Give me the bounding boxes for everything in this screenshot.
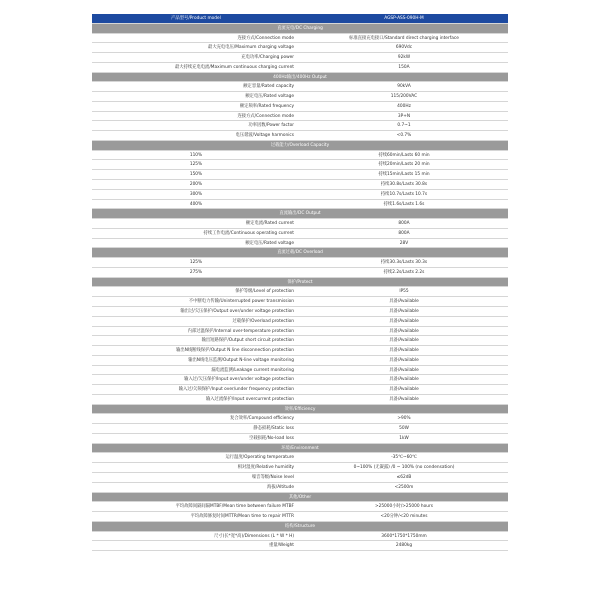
spec-label: 400% bbox=[189, 201, 203, 207]
spec-row bbox=[92, 287, 508, 297]
spec-value: 具备/Available bbox=[389, 357, 419, 363]
spec-label: 保护等级/Level of protection bbox=[235, 289, 294, 295]
spec-row bbox=[92, 180, 508, 190]
spec-label: 150% bbox=[189, 172, 203, 178]
spec-label: 复合效率/Compound efficiency bbox=[230, 416, 294, 422]
spec-row bbox=[92, 317, 508, 327]
spec-value: 0.7~1 bbox=[397, 123, 411, 129]
spec-value: <2500m bbox=[394, 484, 414, 490]
spec-value: 1kW bbox=[399, 435, 409, 441]
spec-row bbox=[92, 424, 508, 434]
spec-row bbox=[92, 200, 508, 210]
spec-label: 输入过/欠压保护/Input over/under voltage protection bbox=[184, 377, 294, 383]
spec-label: 275% bbox=[189, 269, 203, 275]
spec-row bbox=[92, 219, 508, 229]
product-model-label: 产品型号/Product model bbox=[171, 16, 221, 21]
spec-value: <20分钟/<20 minutes bbox=[380, 514, 428, 520]
spec-value: 持续60min/Lasts 60 min bbox=[378, 152, 430, 158]
spec-row bbox=[92, 434, 508, 444]
spec-label: 125% bbox=[189, 162, 203, 168]
spec-value: 具备/Available bbox=[389, 338, 419, 344]
spec-value: 3600*1750*1750mm bbox=[381, 533, 427, 539]
spec-row bbox=[92, 43, 508, 53]
spec-row bbox=[92, 170, 508, 180]
spec-value: 3P+N bbox=[397, 113, 411, 119]
spec-row bbox=[92, 102, 508, 112]
spec-row bbox=[92, 92, 508, 102]
spec-value: 持续30.3s/Lasts 30.3s bbox=[380, 260, 428, 266]
spec-row bbox=[92, 307, 508, 317]
spec-value: 具备/Available bbox=[389, 367, 419, 373]
spec-label: 300% bbox=[189, 191, 203, 197]
spec-label: 尺寸(长*宽*高)/Dimensions (L * W * H) bbox=[213, 533, 294, 539]
section-header bbox=[92, 141, 508, 151]
spec-label: 输入过/欠频保护/Input over/under frequency protection bbox=[178, 387, 294, 393]
spec-value: 持续15min/Lasts 15 min bbox=[378, 172, 430, 178]
spec-row bbox=[92, 160, 508, 170]
spec-label: 重量/Weight bbox=[268, 543, 294, 549]
spec-value: 690Vdc bbox=[395, 45, 413, 51]
spec-label: 内部过温保护/Internal over-temperature protection bbox=[187, 328, 294, 334]
section-title: 直流过载/DC Overload bbox=[277, 250, 323, 256]
spec-value: 28V bbox=[399, 240, 409, 246]
spec-label: 过载保护/Overload protection bbox=[232, 318, 294, 324]
section-header bbox=[92, 248, 508, 258]
spec-row bbox=[92, 239, 508, 249]
spec-label: 运行温度/Operating temperature bbox=[225, 455, 294, 461]
spec-label: 200% bbox=[189, 182, 203, 188]
spec-value: -35℃~60℃ bbox=[391, 455, 417, 461]
spec-label: 输出N线断线保护/Output N line disconnection protection bbox=[176, 348, 294, 354]
spec-value: 0~100% (无凝露) /0 ~ 100% (no condensation) bbox=[353, 465, 455, 471]
spec-label: 海拔/Altitude bbox=[267, 484, 294, 490]
spec-value: 具备/Available bbox=[389, 328, 419, 334]
spec-row bbox=[92, 131, 508, 141]
spec-row bbox=[92, 502, 508, 512]
spec-value: >25000小时/>25000 hours bbox=[374, 504, 434, 510]
spec-label: 最大充电电压/Maximum charging voltage bbox=[208, 45, 294, 51]
spec-value: 115/200VAC bbox=[390, 94, 418, 100]
spec-label: 输入过流保护/Input overcurrent protection bbox=[205, 396, 294, 402]
spec-value: 800A bbox=[398, 230, 410, 236]
section-title: 400Hz输出/400Hz Output bbox=[273, 74, 327, 80]
section-header bbox=[92, 444, 508, 454]
spec-value: 400Hz bbox=[397, 103, 411, 109]
section-header bbox=[92, 209, 508, 219]
spec-value: 持续2.2s/Lasts 2.2s bbox=[383, 269, 425, 275]
section-title: 环境/Environment bbox=[281, 445, 319, 451]
spec-value: IP55 bbox=[399, 289, 409, 295]
spec-label: 持续工作电流/Continuous operating current bbox=[203, 230, 294, 236]
spec-row bbox=[92, 82, 508, 92]
spec-value: 持续30.8s/Lasts 30.8s bbox=[380, 182, 428, 188]
spec-row bbox=[92, 346, 508, 356]
spec-label: 额定电流/Rated current bbox=[245, 221, 294, 227]
spec-row bbox=[92, 366, 508, 376]
spec-label: 额定电压/Rated voltage bbox=[245, 94, 294, 100]
spec-value: 具备/Available bbox=[389, 299, 419, 305]
spec-row bbox=[92, 532, 508, 542]
spec-label: 125% bbox=[189, 260, 203, 266]
spec-label: 电压谐波/Voltage harmonics bbox=[235, 133, 294, 139]
spec-value: 具备/Available bbox=[389, 387, 419, 393]
spec-row bbox=[92, 151, 508, 161]
spec-row bbox=[92, 473, 508, 483]
section-title: 结构/Structure bbox=[284, 523, 316, 529]
spec-label: 输出N线电压监测/Output N-line voltage monitoring bbox=[188, 357, 294, 363]
spec-row bbox=[92, 483, 508, 493]
spec-row bbox=[92, 63, 508, 73]
section-title: 直流充电/DC Charging bbox=[277, 25, 323, 31]
spec-label: 输出短路保护/Output short circuit protection bbox=[201, 338, 294, 344]
spec-label: 不中断电力传输/Uninterrupted power transmission bbox=[188, 299, 294, 305]
spec-label: 平均故障修复时间MTTR/Mean time to repair MTTR bbox=[190, 514, 294, 520]
spec-value: 800A bbox=[398, 221, 410, 227]
spec-value: 具备/Available bbox=[389, 377, 419, 383]
spec-label: 输出过/欠压保护/Output over/under voltage protection bbox=[180, 308, 294, 314]
spec-label: 充电功率/Charging power bbox=[241, 55, 294, 61]
spec-label: 110% bbox=[189, 152, 203, 158]
spec-row bbox=[92, 34, 508, 44]
spec-value: >90% bbox=[397, 416, 411, 422]
spec-value: 具备/Available bbox=[389, 348, 419, 354]
section-header bbox=[92, 493, 508, 503]
section-header bbox=[92, 522, 508, 532]
spec-row bbox=[92, 541, 508, 551]
spec-row bbox=[92, 258, 508, 268]
spec-label: 静态损耗/Static loss bbox=[253, 426, 294, 432]
spec-row bbox=[92, 414, 508, 424]
spec-label: 额定容量/Rated capacity bbox=[243, 84, 294, 90]
spec-table bbox=[92, 14, 508, 551]
spec-row bbox=[92, 297, 508, 307]
spec-row bbox=[92, 53, 508, 63]
spec-value: 标准直接充电接口/Standard direct charging interface bbox=[349, 35, 459, 41]
product-model-value: AGSP-ASS-090H-M bbox=[384, 16, 424, 21]
section-header bbox=[92, 73, 508, 83]
spec-row bbox=[92, 453, 508, 463]
section-title: 效率/Efficiency bbox=[284, 406, 316, 412]
spec-row bbox=[92, 268, 508, 278]
spec-value: 92kW bbox=[397, 55, 411, 61]
spec-label: 噪音等级/Noise level bbox=[251, 474, 294, 480]
spec-value: 90kVA bbox=[397, 84, 411, 90]
spec-value: 持续1.6s/Lasts 1.6s bbox=[383, 201, 425, 207]
spec-row bbox=[92, 356, 508, 366]
spec-value: 持续10.7s/Lasts 10.7s bbox=[380, 191, 428, 197]
section-title: 过载能力/Overload Capacity bbox=[270, 142, 330, 148]
spec-value: ≤62dB bbox=[396, 474, 412, 480]
spec-label: 空载损耗/No-load loss bbox=[249, 435, 294, 441]
spec-value: 持续20min/Lasts 20 min bbox=[378, 162, 430, 168]
spec-value: <0.7% bbox=[396, 133, 412, 139]
section-title: 其他/Other bbox=[288, 494, 312, 500]
section-title: 保护/Protect bbox=[287, 279, 313, 285]
spec-value: 具备/Available bbox=[389, 308, 419, 314]
section-header bbox=[92, 405, 508, 415]
spec-label: 连接方式/Connection mode bbox=[237, 113, 294, 119]
spec-value: 具备/Available bbox=[389, 318, 419, 324]
spec-label: 功率因数/Power factor bbox=[248, 123, 294, 129]
spec-row bbox=[92, 463, 508, 473]
spec-row bbox=[92, 375, 508, 385]
section-header bbox=[92, 24, 508, 34]
spec-row bbox=[92, 336, 508, 346]
spec-row bbox=[92, 121, 508, 131]
spec-label: 平均故障间隔间隔MTBF/Mean time between failure MTBF bbox=[175, 504, 294, 510]
spec-value: 50W bbox=[399, 426, 409, 432]
spec-value: 2480kg bbox=[395, 543, 413, 549]
spec-label: 相对湿度/Relative humidity bbox=[237, 465, 294, 471]
spec-value: 具备/Available bbox=[389, 396, 419, 402]
spec-label: 额定频率/Rated frequency bbox=[239, 103, 294, 109]
section-header bbox=[92, 278, 508, 288]
spec-label: 漏电流监测/Leakage current monitoring bbox=[211, 367, 294, 373]
spec-row bbox=[92, 190, 508, 200]
spec-row bbox=[92, 385, 508, 395]
spec-row bbox=[92, 327, 508, 337]
spec-row bbox=[92, 229, 508, 239]
spec-row bbox=[92, 395, 508, 405]
spec-label: 额定电压/Rated voltage bbox=[245, 240, 294, 246]
spec-row bbox=[92, 512, 508, 522]
spec-label: 最大持续充电电流/Maximum continuous charging current bbox=[174, 64, 294, 70]
section-title: 直流输出/DC Output bbox=[279, 211, 321, 217]
spec-label: 连接方式/Connection mode bbox=[237, 35, 294, 41]
spec-row bbox=[92, 112, 508, 122]
spec-value: 150A bbox=[398, 64, 410, 70]
product-model-row bbox=[92, 14, 508, 24]
